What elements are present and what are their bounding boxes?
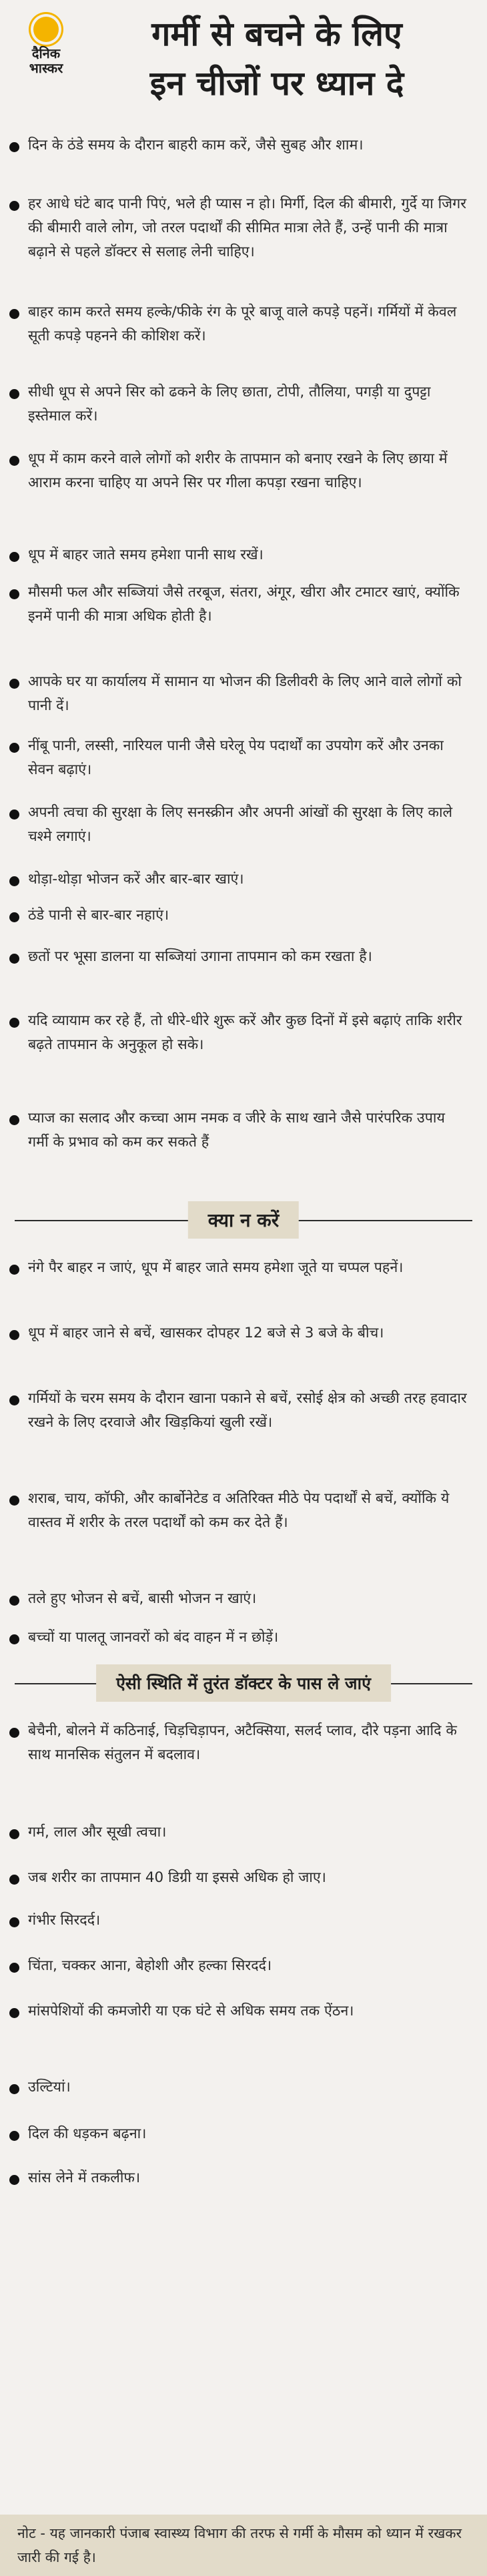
bullet-icon	[9, 1330, 19, 1340]
doctor-heading: ऐसी स्थिति में तुरंत डॉक्टर के पास ले जाएं	[96, 1664, 391, 1702]
list-item	[0, 1387, 487, 1487]
bullet-icon	[9, 552, 19, 562]
page-title	[80, 9, 474, 108]
donts-heading: क्या न करें	[188, 1201, 299, 1239]
list-item	[0, 1487, 487, 1587]
tip-text: प्याज का सलाद और कच्चा आम नमक व जीरे के साथ खाने जैसे पारंपरिक उपाय गर्मी के प्रभाव को कम कर सकते हैं	[28, 1110, 445, 1151]
list-item	[0, 945, 487, 1009]
symptom-text: गंभीर सिरदर्द।	[28, 1912, 101, 1929]
dont-text: गर्मियों के चरम समय के दौरान खाना पकाने से बचें, रसोई क्षेत्र को अच्छी तरह हवादार रखने के लिए दरवाजे और खिड़कियां खुली रखें।	[28, 1390, 467, 1431]
bullet-icon	[9, 1115, 19, 1125]
symptom-text: जब शरीर का तापमान 40 डिग्री या इससे अधिक हो जाए।	[28, 1869, 326, 1886]
list-item	[0, 868, 487, 904]
bullet-icon	[9, 2175, 19, 2185]
bullet-icon	[9, 912, 19, 922]
list-item	[0, 1821, 487, 1866]
symptom-text: दिल की धड़कन बढ़ना।	[28, 2126, 147, 2142]
bullet-icon	[9, 954, 19, 964]
list-item	[0, 801, 487, 868]
dont-text: धूप में बाहर जाने से बचें, खासकर दोपहर 12 बजे से 3 बजे के बीच।	[28, 1325, 384, 1341]
bullet-icon	[9, 1496, 19, 1506]
list-item	[0, 1009, 487, 1106]
list-item	[0, 1999, 487, 2075]
list-item	[0, 1909, 487, 1954]
list-item	[0, 447, 487, 543]
dont-text: शराब, चाय, कॉफी, और कार्बोनेटेड व अतिरिक्त मीठे पेय पदार्थों से बचें, क्योंकि ये वास्तव में शरीर के तरल पदार्थों को कम कर देते हैं।	[28, 1490, 450, 1531]
bullet-icon	[9, 1634, 19, 1644]
bullet-icon	[9, 810, 19, 820]
tip-text: नींबू पानी, लस्सी, नारियल पानी जैसे घरेलू पेय पदार्थों का उपयोग करें और उनका सेवन बढ़ाएं।	[28, 737, 444, 778]
dont-text: नंगे पैर बाहर न जाएं, धूप में बाहर जाते समय हमेशा जूते या चप्पल पहनें।	[28, 1259, 404, 1276]
symptom-text: गर्म, लाल और सूखी त्वचा।	[28, 1824, 167, 1841]
tip-text: छतों पर भूसा डालना या सब्जियां उगाना तापमान को कम रखता है।	[28, 948, 372, 965]
bullet-icon	[9, 1728, 19, 1738]
list-item	[0, 734, 487, 801]
symptom-text: सांस लेने में तकलीफ।	[28, 2170, 141, 2186]
list-item	[0, 1626, 487, 1662]
note-box	[0, 2515, 487, 2576]
bullet-icon	[9, 1963, 19, 1973]
tips-list	[0, 133, 487, 1199]
dont-text: बच्चों या पालतू जानवरों को बंद वाहन में न छोड़ें।	[28, 1629, 279, 1646]
bullet-icon	[9, 589, 19, 599]
list-item	[0, 904, 487, 945]
tip-text: यदि व्यायाम कर रहे हैं, तो धीरे-धीरे शुरू करें और कुछ दिनों में इसे बढ़ाएं ताकि शरीर बढ़ते तापमान के अनुकूल हो सके।	[28, 1012, 462, 1053]
logo-line-1: दैनिक	[31, 45, 61, 61]
list-item	[0, 1954, 487, 1999]
bullet-icon	[9, 1596, 19, 1606]
bullet-icon	[9, 142, 19, 152]
bullet-icon	[9, 876, 19, 886]
bullet-icon	[9, 679, 19, 689]
symptom-text: उल्टियां।	[28, 2079, 71, 2096]
list-item	[0, 543, 487, 581]
bullet-icon	[9, 389, 19, 399]
list-item	[0, 2075, 487, 2122]
tip-text: अपनी त्वचा की सुरक्षा के लिए सनस्क्रीन और अपनी आंखों की सुरक्षा के लिए काले चश्मे लगाएं।	[28, 804, 453, 845]
bullet-icon	[9, 743, 19, 753]
list-item	[0, 1256, 487, 1321]
tip-text: दिन के ठंडे समय के दौरान बाहरी काम करें, जैसे सुबह और शाम।	[28, 137, 364, 153]
tip-text: बाहर काम करते समय हल्के/फीके रंग के पूरे बाजू वाले कपड़े पहनें। गर्मियों में केवल सूती कपड़े पहनने की कोशिश करें।	[28, 304, 457, 344]
list-item	[0, 1719, 487, 1821]
list-item	[0, 133, 487, 192]
bullet-icon	[9, 1265, 19, 1275]
tip-text: सीधी धूप से अपने सिर को ढकने के लिए छाता, टोपी, तौलिया, पगड़ी या दुपट्टा इस्तेमाल करें।	[28, 384, 431, 424]
tip-text: ठंडे पानी से बार-बार नहाएं।	[28, 907, 169, 924]
tip-text: मौसमी फल और सब्जियां जैसे तरबूज, संतरा, अंगूर, खीरा और टमाटर खाएं, क्योंकि इनमें पानी की मात्रा अधिक होती है।	[28, 584, 460, 625]
doctor-divider	[0, 1662, 487, 1704]
dont-text: तले हुए भोजन से बचें, बासी भोजन न खाएं।	[28, 1590, 257, 1607]
tip-text: थोड़ा-थोड़ा भोजन करें और बार-बार खाएं।	[28, 871, 244, 888]
list-item	[0, 1587, 487, 1626]
bullet-icon	[9, 1018, 19, 1028]
title-line-2: इन चीजों पर ध्यान दे	[149, 64, 404, 103]
header	[0, 0, 487, 133]
donts-list	[0, 1256, 487, 1662]
donts-divider	[0, 1199, 487, 1241]
bullet-icon	[9, 1395, 19, 1405]
symptom-text: मांसपेशियों की कमजोरी या एक घंटे से अधिक समय तक ऐंठन।	[28, 2003, 354, 2019]
list-item	[0, 581, 487, 670]
list-item	[0, 2166, 487, 2206]
symptom-text: चिंता, चक्कर आना, बेहोशी और हल्का सिरदर्द।	[28, 1957, 272, 1974]
list-item	[0, 2122, 487, 2166]
bullet-icon	[9, 2008, 19, 2018]
tip-text: हर आधे घंटे बाद पानी पिएं, भले ही प्यास न हो। मिर्गी, दिल की बीमारी, गुर्दे या जिगर की बीमारी वाले लोग, जो तरल पदार्थों की सीमित मात्रा लेते हैं, उन्हें पानी की मात्रा बढ़ाने से पहले डॉक्टर से सलाह लेनी चाहिए।	[28, 196, 466, 260]
list-item	[0, 670, 487, 734]
bullet-icon	[9, 1917, 19, 1927]
bullet-icon	[9, 1829, 19, 1839]
list-item	[0, 1106, 487, 1199]
list-item	[0, 1866, 487, 1909]
tip-text: धूप में काम करने वाले लोगों को शरीर के तापमान को बनाए रखने के लिए छाया में आराम करना चाहिए या अपने सिर पर गीला कपड़ा रखना चाहिए।	[28, 450, 448, 491]
tip-text: आपके घर या कार्यालय में सामान या भोजन की डिलीवरी के लिए आने वाले लोगों को पानी दें।	[28, 673, 462, 714]
dainik-bhaskar-logo	[9, 9, 83, 83]
list-item	[0, 1321, 487, 1387]
tip-text: धूप में बाहर जाते समय हमेशा पानी साथ रखें।	[28, 547, 264, 563]
bullet-icon	[9, 456, 19, 466]
doctor-list	[0, 1719, 487, 2206]
bullet-icon	[9, 201, 19, 211]
list-item	[0, 192, 487, 300]
title-line-1: गर्मी से बचने के लिए	[151, 15, 402, 53]
sun-icon	[33, 17, 59, 42]
note-text: नोट - यह जानकारी पंजाब स्वास्थ्य विभाग की तरफ से गर्मी के मौसम को ध्यान में रखकर जारी की गई है।	[17, 2525, 462, 2565]
bullet-icon	[9, 2131, 19, 2141]
symptom-text: बेचैनी, बोलने में कठिनाई, चिड़चिड़ापन, अटैक्सिया, सलर्द प्लाव, दौरे पड़ना आदि के साथ मानसिक संतुलन में बदलाव।	[28, 1722, 457, 1763]
bullet-icon	[9, 2084, 19, 2094]
bullet-icon	[9, 309, 19, 319]
list-item	[0, 380, 487, 447]
logo-line-2: भास्कर	[29, 60, 63, 76]
bullet-icon	[9, 1875, 19, 1885]
list-item	[0, 300, 487, 380]
